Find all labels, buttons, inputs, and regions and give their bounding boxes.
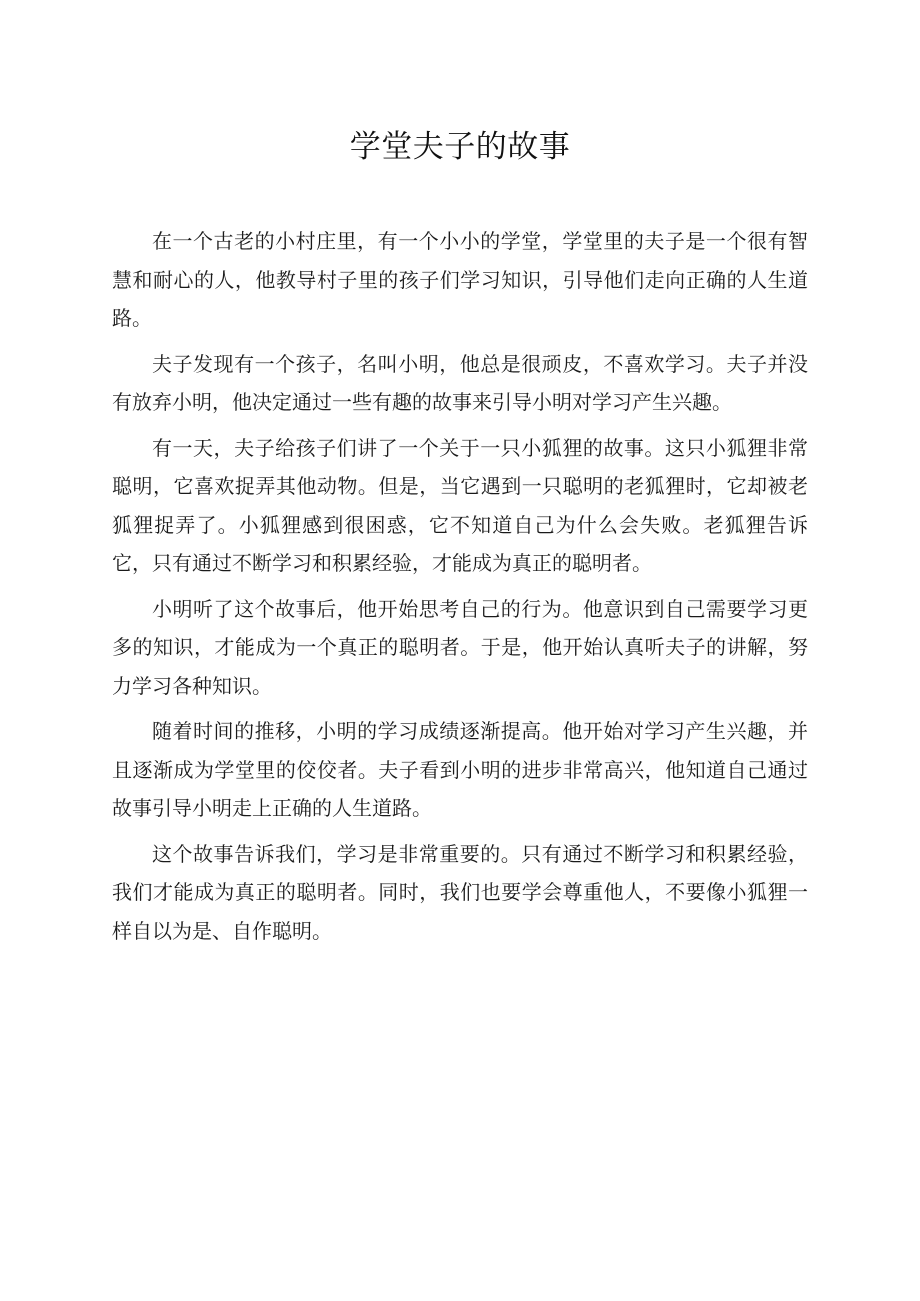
paragraph-1: 在一个古老的小村庄里，有一个小小的学堂，学堂里的夫子是一个很有智慧和耐心的人，他教导村子里的孩子们学习知识，引导他们走向正确的人生道路。 [112, 229, 808, 330]
paragraph-6: 这个故事告诉我们，学习是非常重要的。只有通过不断学习和积累经验，我们才能成为真正的聪明者。同时，我们也要学会尊重他人，不要像小狐狸一样自以为是、自作聪明。 [112, 841, 808, 943]
document-body [112, 222, 808, 957]
paragraph-3: 有一天，夫子给孩子们讲了一个关于一只小狐狸的故事。这只小狐狸非常聪明，它喜欢捉弄其他动物。但是，当它遇到一只聪明的老狐狸时，它却被老狐狸捉弄了。小狐狸感到很困惑，它不知道自己为什么会失败。老狐狸告诉它，只有通过不断学习和积累经验，才能成为真正的聪明者。 [112, 435, 808, 575]
paragraph-4: 小明听了这个故事后，他开始思考自己的行为。他意识到自己需要学习更多的知识，才能成为一个真正的聪明者。于是，他开始认真听夫子的讲解，努力学习各种知识。 [112, 596, 808, 698]
document-title: 学堂夫子的故事 [349, 129, 571, 165]
paragraph-2: 夫子发现有一个孩子，名叫小明，他总是很顽皮，不喜欢学习。夫子并没有放弃小明，他决定通过一些有趣的故事来引导小明对学习产生兴趣。 [112, 351, 808, 414]
paragraph-5: 随着时间的推移，小明的学习成绩逐渐提高。他开始对学习产生兴趣，并且逐渐成为学堂里的佼佼者。夫子看到小明的进步非常高兴，他知道自己通过故事引导小明走上正确的人生道路。 [112, 719, 808, 820]
